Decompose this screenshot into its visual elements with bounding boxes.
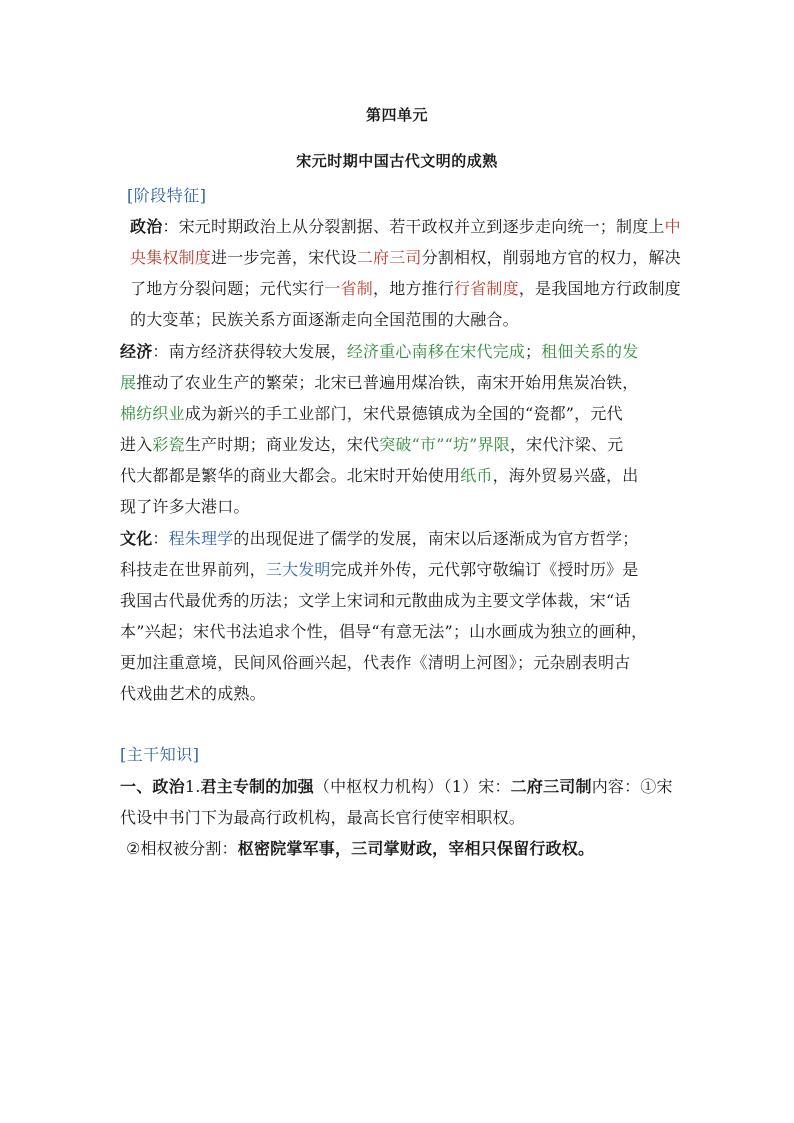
text-span: 生产时期；商业发达，宋代 <box>184 435 380 454</box>
text-span: 现了许多大港口。 <box>120 497 250 516</box>
politics-paragraph <box>130 211 690 335</box>
text-span: ，是我国地方行政制度 <box>518 279 681 298</box>
text-span: 的出现促进了儒学的发展，南宋以后逐渐成为官方哲学； <box>233 529 639 548</box>
key-term: 二府三司制 <box>510 777 592 796</box>
main-knowledge-paragraph <box>120 771 690 864</box>
text-span: 进一步完善，宋代设 <box>211 248 357 267</box>
text-span: ：宋元时期政治上从分裂割据、若干政权并立到逐步走向统一；制度上 <box>162 217 665 236</box>
culture-paragraph <box>120 523 690 709</box>
key-term: 行省制度 <box>454 279 519 298</box>
subsection-heading: 君主专制的加强 <box>200 777 314 796</box>
text-span: 完成并外传，元代郭守敬编订《授时历》是 <box>330 560 639 579</box>
text-span: 代大都都是繁华的商业大都会。北宋时开始使用 <box>120 466 461 485</box>
key-term: 枢密院掌军事，三司掌财政，宰相只保留行政权。 <box>237 839 595 858</box>
text-span: 内容：①宋 <box>591 777 673 796</box>
text-span: 1. <box>184 777 201 796</box>
text-span: ②相权被分割： <box>126 839 238 858</box>
politics-label: 政治 <box>130 217 163 236</box>
text-span: 成为新兴的手工业部门，宋代景德镇成为全国的“瓷都”，元代 <box>184 404 623 423</box>
economy-label: 经济 <box>120 342 153 361</box>
text-span: （中枢权力机构）（1）宋： <box>313 777 511 796</box>
key-term: 租佃关系的发 <box>541 342 639 361</box>
key-term: 二府三司 <box>356 248 422 267</box>
text-span: 科技走在世界前列， <box>120 560 266 579</box>
key-term: 程朱理学 <box>168 529 234 548</box>
text-span: 推动了农业生产的繁荣；北宋已普遍用煤冶铁，南宋开始用焦炭冶铁， <box>136 373 639 392</box>
text-span: 代戏曲艺术的成熟。 <box>120 684 266 703</box>
key-term: 展 <box>120 373 137 392</box>
text-span: 分割相权，削弱地方官的权力，解决 <box>421 248 681 267</box>
key-term: 棉纺织业 <box>120 404 185 423</box>
key-term: 经济重心南移在宋代完成 <box>346 342 526 361</box>
key-term: 彩瓷 <box>152 435 185 454</box>
text-span: ； <box>525 342 542 361</box>
key-term: 纸币 <box>460 466 493 485</box>
section-heading: 一、政治 <box>120 777 185 796</box>
text-span: ，宋代汴梁、元 <box>509 435 624 454</box>
key-term: 突破“市”“坊”界限 <box>379 435 510 454</box>
text-span: 本”兴起；宋代书法追求个性，倡导“有意无法”；山水画成为独立的画种， <box>120 622 648 641</box>
text-span: 进入 <box>120 435 153 454</box>
economy-paragraph <box>120 336 690 522</box>
key-term: 三大发明 <box>265 560 331 579</box>
text-span: ，海外贸易兴盛，出 <box>492 466 639 485</box>
core-knowledge-label: [主干知识] <box>120 745 200 764</box>
stage-features-label: [阶段特征] <box>127 186 207 205</box>
text-span: ： <box>152 529 169 548</box>
text-span: 代设中书门下为最高行政机构，最高长官行使宰相职权。 <box>120 808 526 827</box>
key-term: 中 <box>664 217 681 236</box>
text-span: 更加注重意境，民间风俗画兴起，代表作《清明上河图》；元杂剧表明古 <box>120 653 631 672</box>
key-term: 一省制 <box>324 279 374 298</box>
key-term: 央集权制度 <box>130 248 212 267</box>
text-span: 我国古代最优秀的历法；文学上宋词和元散曲成为主要文学体裁，宋“话 <box>120 591 631 610</box>
text-span: ，地方推行 <box>373 279 455 298</box>
text-span: ：南方经济获得较大发展， <box>152 342 347 361</box>
text-span: 了地方分裂问题；元代实行 <box>130 279 325 298</box>
culture-label: 文化 <box>120 529 153 548</box>
unit-subtitle: 宋元时期中国古代文明的成熟 <box>296 152 498 170</box>
unit-title: 第四单元 <box>365 106 428 124</box>
text-span: 的大变革；民族关系方面逐渐走向全国范围的大融合。 <box>130 310 519 329</box>
